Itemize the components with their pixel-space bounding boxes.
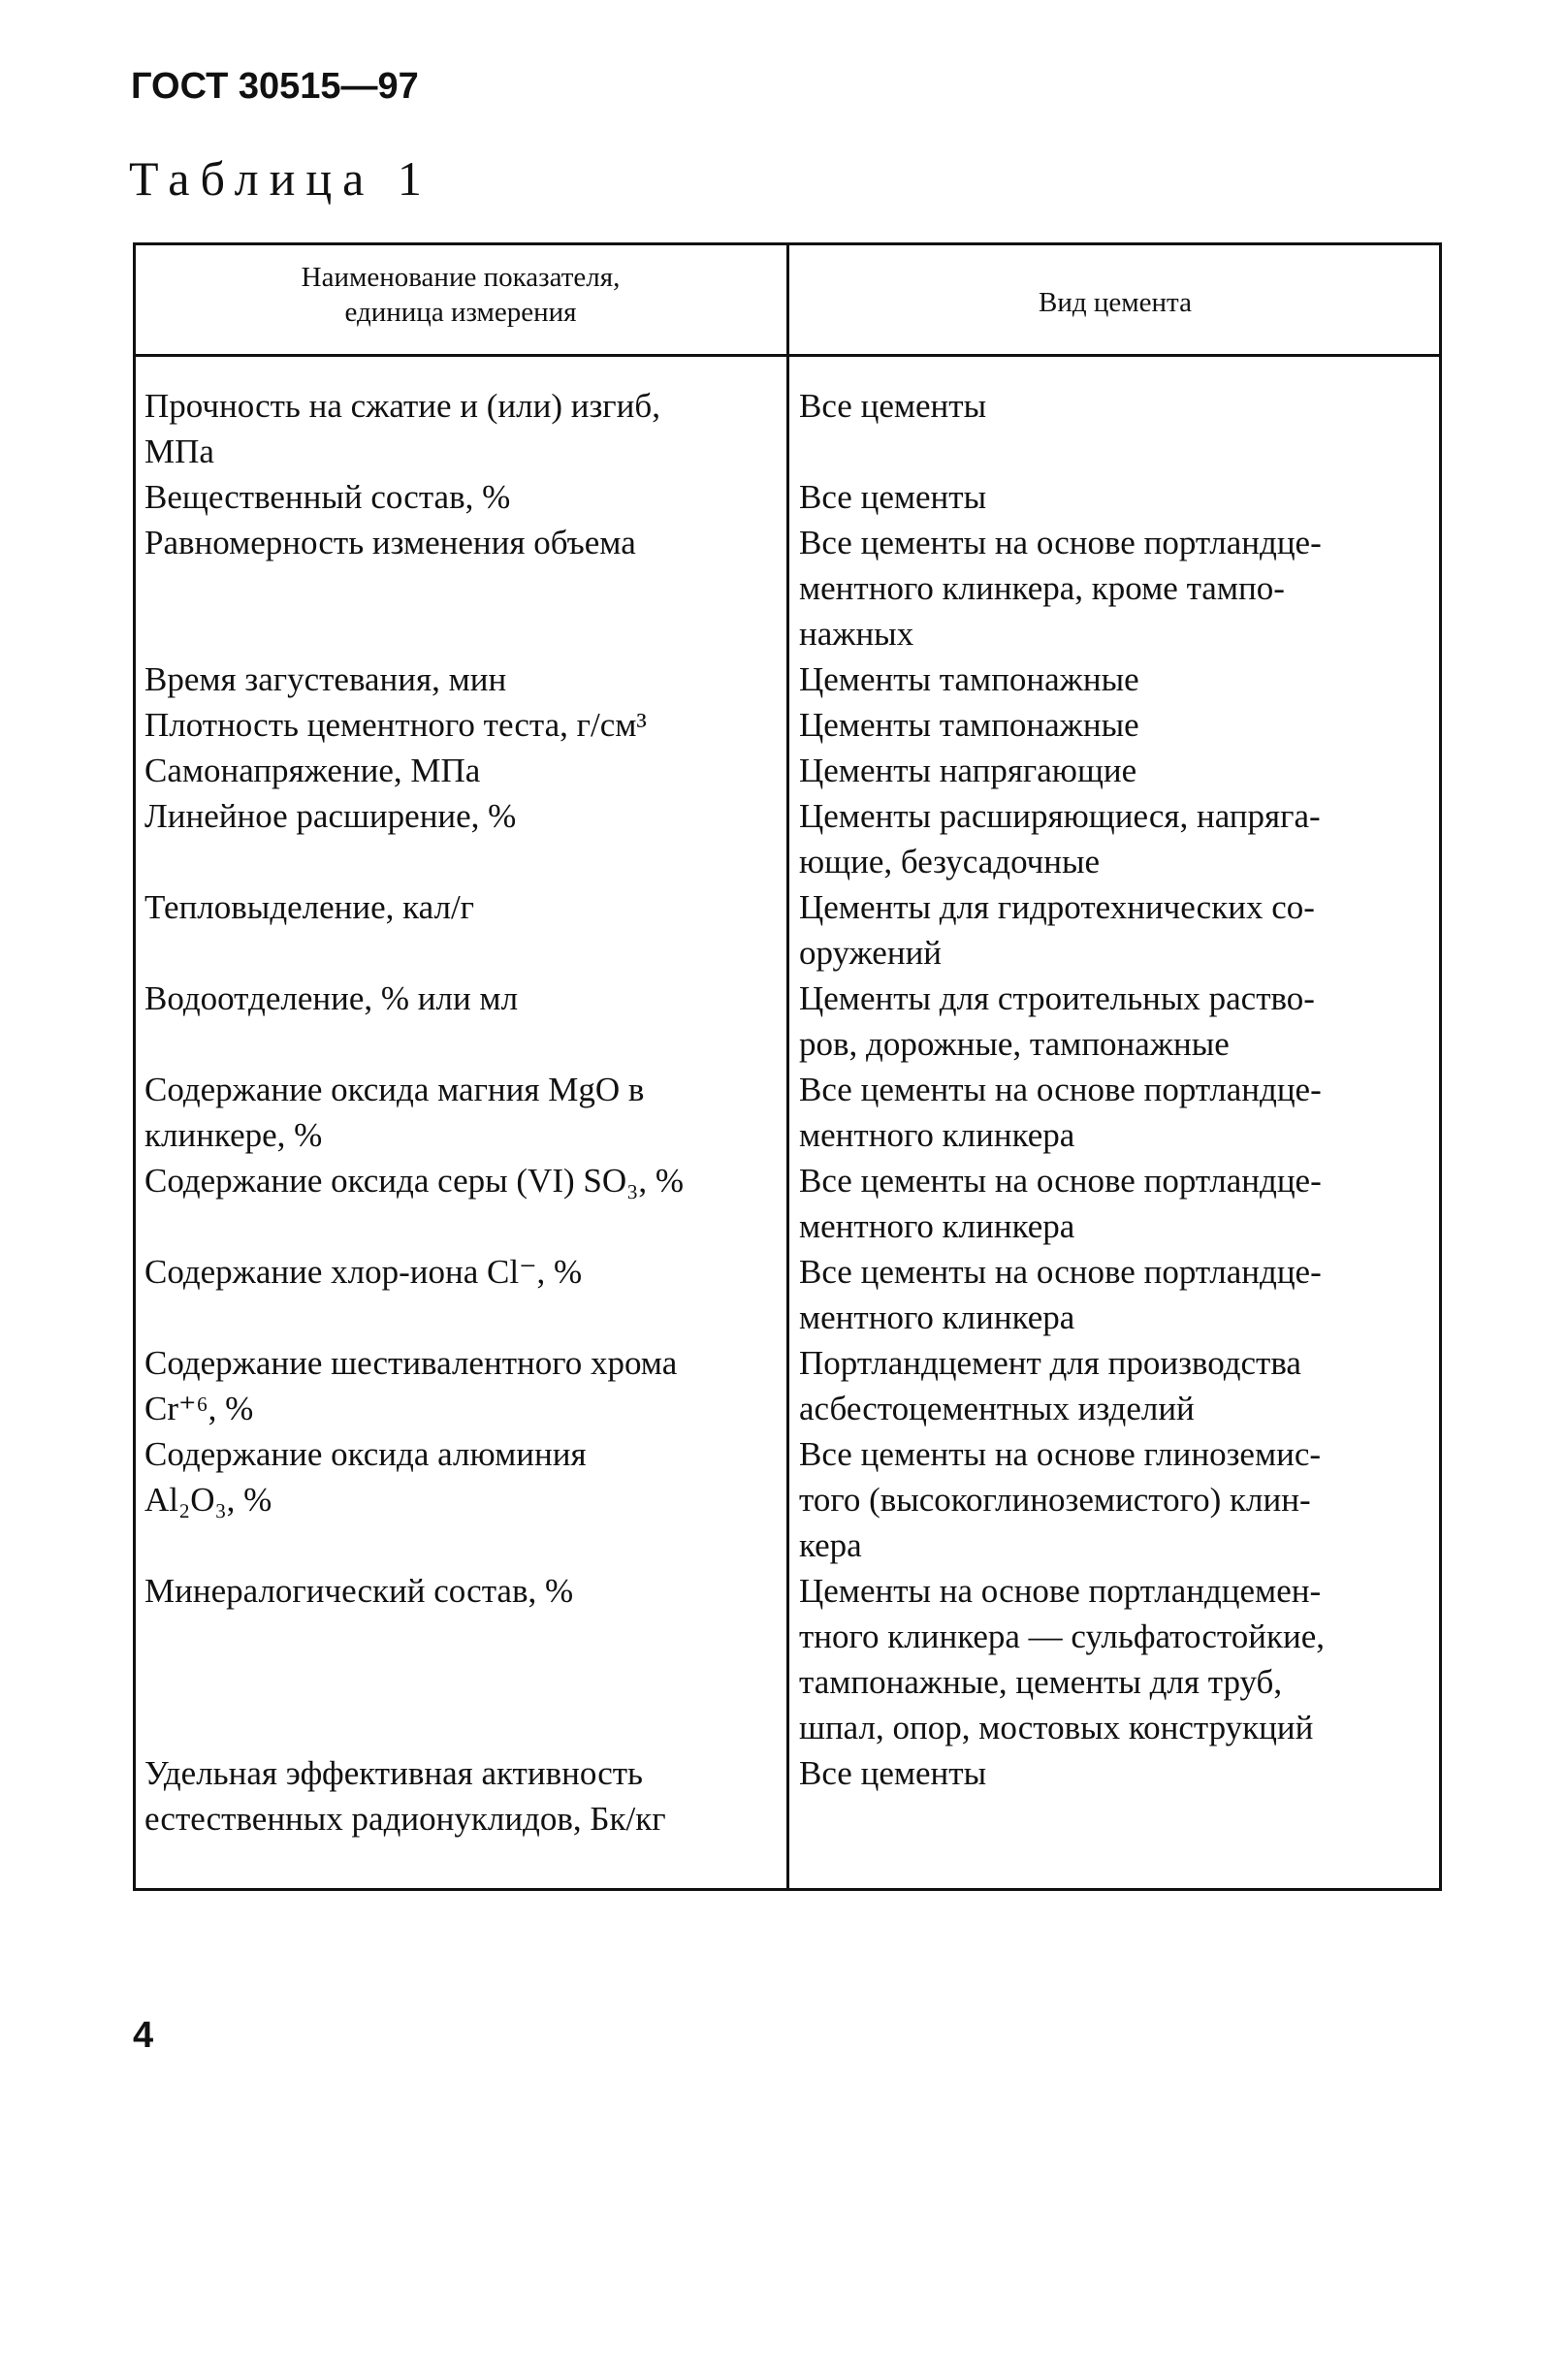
- parameter-line: Содержание оксида алюминия: [144, 1435, 587, 1473]
- cell-parameter: [133, 1340, 786, 1431]
- header-parameter-line: Наименование показателя,: [301, 262, 621, 293]
- cell-cement-type: [786, 383, 1442, 474]
- cement-type-line: Все цементы на основе глиноземис-: [799, 1435, 1322, 1473]
- table-row: [133, 1750, 1442, 1842]
- cement-type-line: ров, дорожные, тампонажные: [799, 1025, 1230, 1063]
- header-cement-type: [795, 285, 1435, 320]
- header-cement-type-label: Вид цемента: [1039, 287, 1192, 318]
- cement-type-line: Все цементы на основе портландце-: [799, 1253, 1322, 1291]
- cell-cement-type: [786, 976, 1442, 1067]
- cell-cement-type: [786, 1750, 1442, 1842]
- parameter-line: Содержание оксида серы (VI) SO₃, %: [144, 1162, 684, 1200]
- parameter-line: Плотность цементного теста, г/см³: [144, 706, 647, 744]
- cell-cement-type: [786, 702, 1442, 748]
- cell-cement-type: [786, 1340, 1442, 1431]
- cell-parameter: [133, 976, 786, 1067]
- parameter-line: Самонапряжение, МПа: [144, 752, 481, 789]
- cement-type-line: Цементы для гидротехнических со-: [799, 888, 1315, 926]
- cell-cement-type: [786, 1249, 1442, 1340]
- cell-cement-type: [786, 1067, 1442, 1158]
- cell-cement-type: [786, 1158, 1442, 1249]
- cell-cement-type: [786, 657, 1442, 702]
- parameter-line: естественных радионуклидов, Бк/кг: [144, 1800, 666, 1838]
- table-body: [133, 383, 1442, 1842]
- parameter-line: Cr⁺⁶, %: [144, 1390, 254, 1427]
- table-row: [133, 474, 1442, 520]
- cement-type-line: Все цементы на основе портландце-: [799, 1162, 1322, 1200]
- table-row: [133, 1158, 1442, 1249]
- cell-cement-type: [786, 884, 1442, 976]
- parameter-line: Минералогический состав, %: [144, 1572, 574, 1610]
- cement-type-line: оружений: [799, 934, 943, 972]
- parameter-line: Тепловыделение, кал/г: [144, 888, 475, 926]
- header-parameter-line: единица измерения: [344, 297, 577, 328]
- cement-type-line: Все цементы: [799, 387, 987, 425]
- cell-cement-type: [786, 793, 1442, 884]
- header-parameter: [145, 260, 776, 330]
- parameter-line: клинкере, %: [144, 1116, 323, 1154]
- cell-parameter: [133, 793, 786, 884]
- cement-type-line: шпал, опор, мостовых конструкций: [799, 1709, 1314, 1746]
- table-row: [133, 1067, 1442, 1158]
- parameter-line: Время загустевания, мин: [144, 660, 507, 698]
- cement-type-line: ментного клинкера: [799, 1116, 1075, 1154]
- cell-parameter: [133, 1067, 786, 1158]
- cement-type-line: ющие, безусадочные: [799, 843, 1101, 881]
- page-number: 4: [133, 2015, 154, 2056]
- cell-cement-type: [786, 748, 1442, 793]
- table-row: [133, 383, 1442, 474]
- cement-type-line: Все цементы на основе портландце-: [799, 1071, 1322, 1108]
- cement-type-line: Цементы для строительных раство-: [799, 979, 1315, 1017]
- table-row: [133, 793, 1442, 884]
- cement-type-line: кера: [799, 1526, 862, 1564]
- table-row: [133, 702, 1442, 748]
- cell-cement-type: [786, 520, 1442, 657]
- cement-type-line: нажных: [799, 615, 914, 653]
- cell-cement-type: [786, 474, 1442, 520]
- table-row: [133, 1568, 1442, 1750]
- cement-type-line: Цементы на основе портландцемен-: [799, 1572, 1322, 1610]
- cement-type-line: ментного клинкера: [799, 1207, 1075, 1245]
- cement-type-line: того (высокоглиноземистого) клин-: [799, 1481, 1311, 1519]
- parameter-line: Содержание оксида магния MgO в: [144, 1071, 645, 1108]
- cell-parameter: [133, 1249, 786, 1340]
- parameter-line: Содержание хлор-иона Cl⁻, %: [144, 1253, 583, 1291]
- parameter-line: Прочность на сжатие и (или) изгиб,: [144, 387, 660, 425]
- cement-type-line: ментного клинкера, кроме тампо-: [799, 569, 1285, 607]
- cement-type-line: Все цементы: [799, 478, 987, 516]
- table-row: [133, 1431, 1442, 1568]
- cell-parameter: [133, 702, 786, 748]
- header-divider: [133, 354, 1442, 357]
- table-row: [133, 976, 1442, 1067]
- table-row: [133, 884, 1442, 976]
- cell-parameter: [133, 520, 786, 657]
- table-row: [133, 1340, 1442, 1431]
- parameter-line: Линейное расширение, %: [144, 797, 517, 835]
- cell-parameter: [133, 1568, 786, 1750]
- cement-type-line: тного клинкера — сульфатостойкие,: [799, 1617, 1325, 1655]
- cement-type-line: асбестоцементных изделий: [799, 1390, 1195, 1427]
- cell-parameter: [133, 474, 786, 520]
- parameter-line: Al₂O₃, %: [144, 1481, 272, 1519]
- cell-parameter: [133, 383, 786, 474]
- cement-type-line: ментного клинкера: [799, 1298, 1075, 1336]
- cell-parameter: [133, 1750, 786, 1842]
- parameter-line: Удельная эффективная активность: [144, 1754, 643, 1792]
- parameter-line: МПа: [144, 432, 214, 470]
- cement-type-line: Цементы тампонажные: [799, 660, 1139, 698]
- cell-cement-type: [786, 1568, 1442, 1750]
- table-row: [133, 520, 1442, 657]
- cell-cement-type: [786, 1431, 1442, 1568]
- cell-parameter: [133, 1431, 786, 1568]
- table-row: [133, 657, 1442, 702]
- cell-parameter: [133, 748, 786, 793]
- parameter-line: Водоотделение, % или мл: [144, 979, 519, 1017]
- cell-parameter: [133, 884, 786, 976]
- document-code: ГОСТ 30515—97: [131, 66, 419, 107]
- table-row: [133, 748, 1442, 793]
- cement-type-line: Цементы тампонажные: [799, 706, 1139, 744]
- cell-parameter: [133, 657, 786, 702]
- cement-type-line: Все цементы: [799, 1754, 987, 1792]
- cement-type-line: тампонажные, цементы для труб,: [799, 1663, 1283, 1701]
- parameter-line: Содержание шестивалентного хрома: [144, 1344, 678, 1382]
- table-row: [133, 1249, 1442, 1340]
- cement-type-line: Цементы напрягающие: [799, 752, 1137, 789]
- table-caption: Таблица 1: [129, 151, 432, 206]
- parameter-line: Равномерность изменения объема: [144, 524, 636, 561]
- parameter-line: Вещественный состав, %: [144, 478, 511, 516]
- cement-type-line: Цементы расширяющиеся, напряга-: [799, 797, 1321, 835]
- cement-type-line: Все цементы на основе портландце-: [799, 524, 1322, 561]
- cell-parameter: [133, 1158, 786, 1249]
- cement-type-line: Портландцемент для производства: [799, 1344, 1301, 1382]
